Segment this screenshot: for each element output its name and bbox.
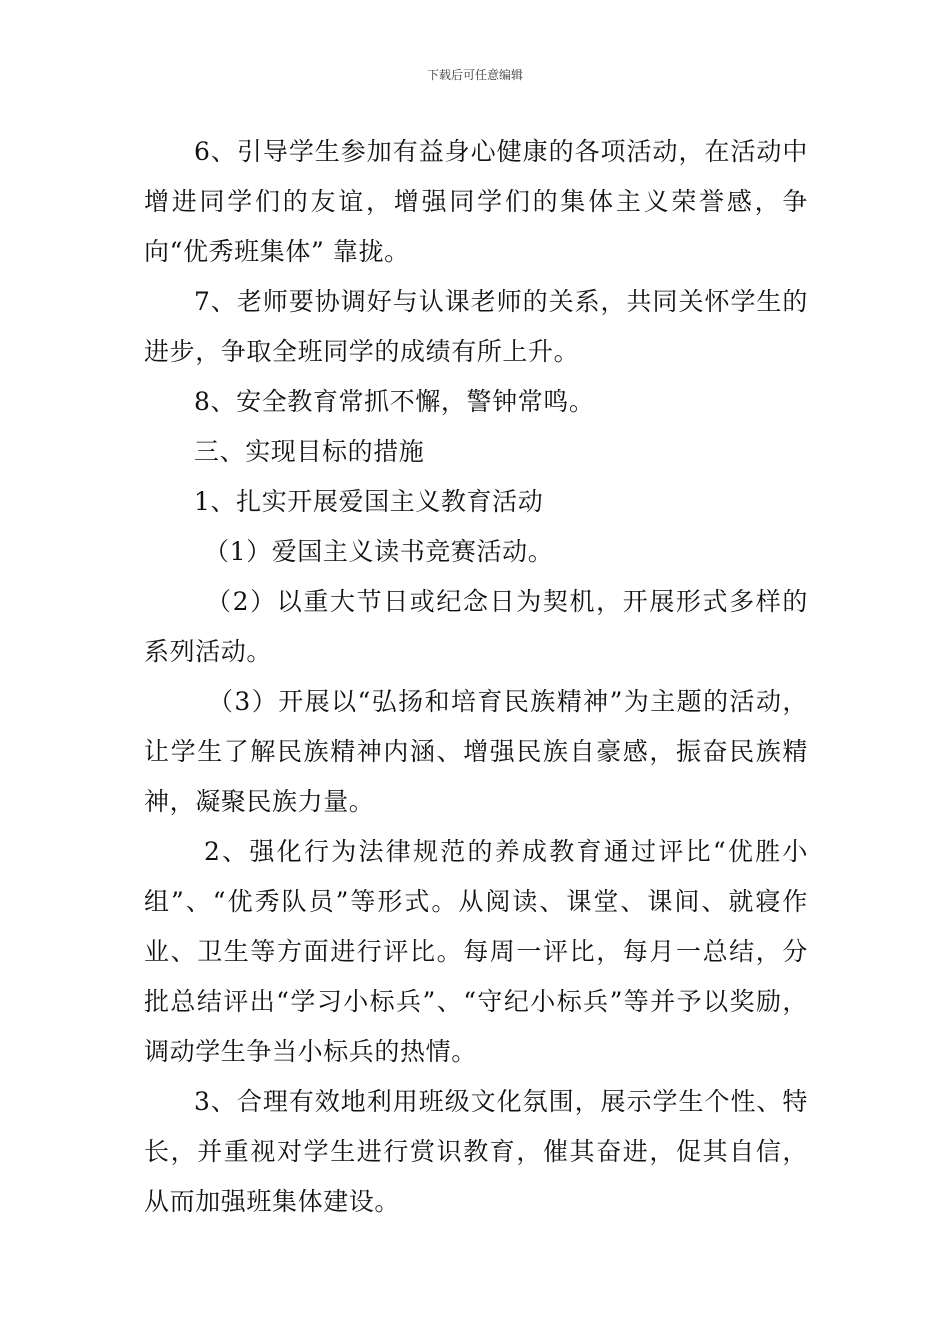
section-heading-measures: 三、实现目标的措施 <box>194 437 425 466</box>
paragraph-sub-2: （2）以重大节日或纪念日为契机，开展形式多样的系列活动。 <box>144 587 808 666</box>
page-header-note: 下载后可任意编辑 <box>426 68 523 82</box>
document-body <box>144 127 808 1227</box>
paragraph-measure-3: 3、合理有效地利用班级文化氛围，展示学生个性、特长，并重视对学生进行赏识教育，催其奋进，促其自信，从而加强班集体建设。 <box>144 1087 808 1216</box>
paragraph-item-6: 6、引导学生参加有益身心健康的各项活动，在活动中增进同学们的友谊，增强同学们的集体主义荣誉感，争向“优秀班集体” 靠拢。 <box>144 137 808 266</box>
paragraph-measure-2: 2、强化行为法律规范的养成教育通过评比“优胜小组”、“优秀队员”等形式。从阅读、课堂、课间、就寝作业、卫生等方面进行评比。每周一评比，每月一总结，分批总结评出“学习小标兵”、“守纪小标兵”等并予以奖励，调动学生争当小标兵的热情。 <box>144 837 808 1066</box>
paragraph-measure-1: 1、扎实开展爱国主义教育活动 <box>194 487 544 516</box>
paragraph-item-7: 7、老师要协调好与认课老师的关系，共同关怀学生的进步，争取全班同学的成绩有所上升。 <box>144 287 808 366</box>
paragraph-sub-1: （1）爱国主义读书竞赛活动。 <box>204 537 554 566</box>
paragraph-sub-3: （3）开展以“弘扬和培育民族精神”为主题的活动，让学生了解民族精神内涵、增强民族自豪感，振奋民族精神，凝聚民族力量。 <box>144 687 808 816</box>
paragraph-item-8: 8、安全教育常抓不懈，警钟常鸣。 <box>194 387 595 416</box>
